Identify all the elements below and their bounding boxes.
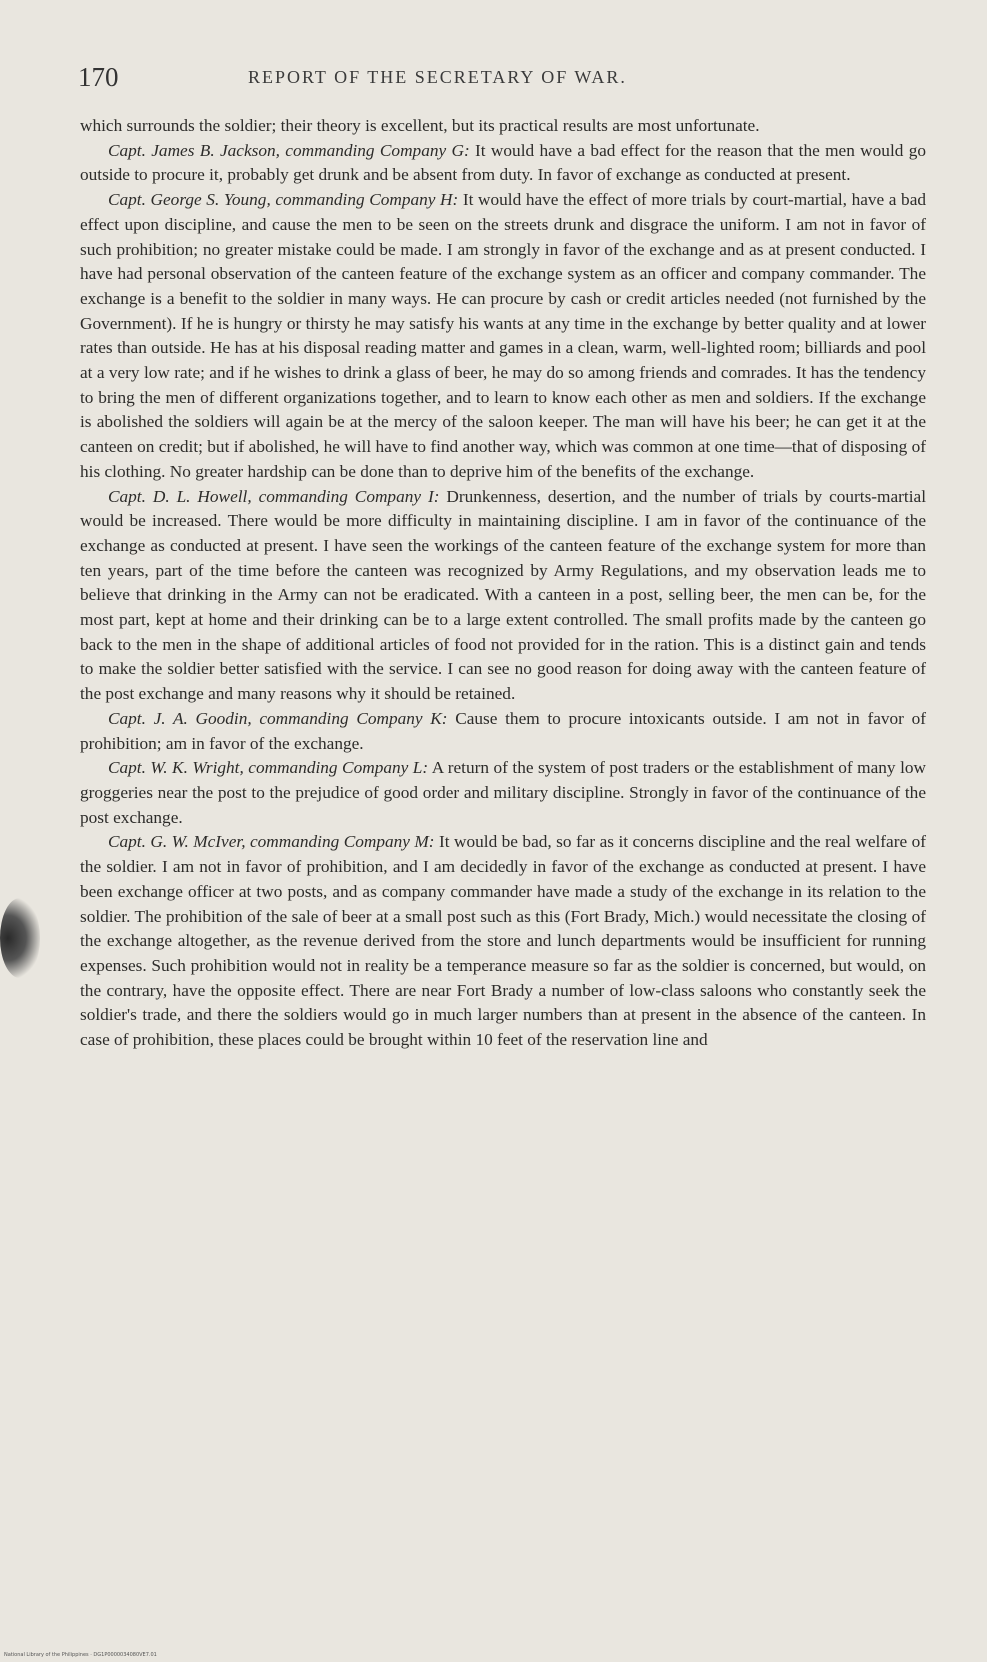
paragraph-text: Drunkenness, desertion, and the number of trials by courts-martial would be increased. There would be more difficulty in maintaining discipline. I am in favor of the continuance of the exchange as conducted at present. I have seen the workings of the canteen feature of the exchange system for more than ten years, part of the time before the canteen was recognized by Army Regulations, and my observation leads me to believe that drinking in the Army can not be eradicated. With a canteen in a post, selling beer, the men can be, for the most part, kept at home and their drinking can be to a large extent controlled. The small profits made by the canteen go back to the men in the shape of additional articles of food not provided for in the ration. This is a distinct gain and tends to make the soldier better satisfied with the service. I can see no good reason for doing away with the canteen feature of the post exchange and many reasons why it should be retained. [80, 486, 926, 704]
speaker-name: Capt. J. A. Goodin, commanding Company K: [108, 708, 448, 728]
body-text [80, 114, 926, 1053]
page-number: 170 [78, 62, 119, 92]
paragraph [80, 707, 926, 756]
scan-thumb-shadow [0, 898, 40, 978]
paragraph-text: Cause them to procure intoxicants outside. I am not in favor of prohibition; am in favor of the exchange. [80, 708, 926, 753]
paragraph-text: It would be bad, so far as it concerns discipline and the real welfare of the soldier. I am not in favor of prohibition, and I am decidedly in favor of the exchange as conducted at present. I have been exchange officer at two posts, and as company commander have made a study of the exchange in its relation to the soldier. The prohibition of the sale of beer at a small post such as this (Fort Brady, Mich.) would necessitate the closing of the exchange altogether, as the revenue derived from the store and lunch departments would be insufficient for running expenses. Such prohibition would not in reality be a temperance measure so far as the soldier is concerned, but would, on the contrary, have the opposite effect. There are near Fort Brady a number of low-class saloons who constantly seek the soldier's trade, and there the soldiers would go in much larger numbers than at present in the absence of the canteen. In case of prohibition, these places could be brought within 10 feet of the reservation line and [80, 832, 926, 1050]
paragraph [80, 188, 926, 484]
speaker-name: Capt. George S. Young, commanding Company H: [108, 190, 459, 210]
paragraph [80, 139, 926, 188]
paragraph-text: which surrounds the soldier; their theory is excellent, but its practical results are most unfortunate. [80, 116, 760, 135]
paragraph [80, 830, 926, 1052]
speaker-name: Capt. G. W. McIver, commanding Company M: [108, 832, 435, 852]
running-head: REPORT OF THE SECRETARY OF WAR. [248, 67, 627, 87]
paragraph-text: A return of the system of post traders or the establishment of many low groggeries near the post to the prejudice of good order and military discipline. Strongly in favor of the continuance of the post exchange. [80, 758, 926, 827]
paragraph [80, 756, 926, 830]
paragraph [80, 114, 926, 139]
scan-footer: National Library of the Philippines · DG1P0000034080VE7.01 [4, 1652, 157, 1658]
paragraph [80, 485, 926, 707]
speaker-name: Capt. W. K. Wright, commanding Company L: [108, 758, 429, 778]
speaker-name: Capt. D. L. Howell, commanding Company I: [108, 486, 440, 506]
page-header [78, 62, 928, 92]
paragraph-text: It would have the effect of more trials by court-martial, have a bad effect upon discipline, and cause the men to be seen on the streets drunk and disgrace the uniform. I am not in favor of such prohibition; no greater mistake could be made. I am strongly in favor of the exchange and as at present conducted. I have had personal observation of the canteen feature of the exchange system as an officer and company commander. The exchange is a benefit to the soldier in many ways. He can procure by cash or credit articles needed (not furnished by the Government). If he is hungry or thirsty he may satisfy his wants at any time in the exchange by better quality and at lower rates than outside. He has at his disposal reading matter and games in a clean, warm, well-lighted room; billiards and pool at a very low rate; and if he wishes to drink a glass of beer, he may do so among friends and comrades. It has the tendency to bring the men of different organizations together, and to learn to know each other as men and soldiers. If the exchange is abolished the soldiers will again be at the mercy of the saloon keeper. The man will have his beer; he can get it at the canteen on credit; but if abolished, he will have to find another way, which was common at one time—that of disposing of his clothing. No greater hardship can be done than to deprive him of the benefits of the exchange. [80, 190, 927, 481]
paragraph-text: It would have a bad effect for the reason that the men would go outside to procure it, probably get drunk and be absent from duty. In favor of exchange as conducted at present. [80, 140, 926, 185]
speaker-name: Capt. James B. Jackson, commanding Company G: [108, 140, 470, 160]
